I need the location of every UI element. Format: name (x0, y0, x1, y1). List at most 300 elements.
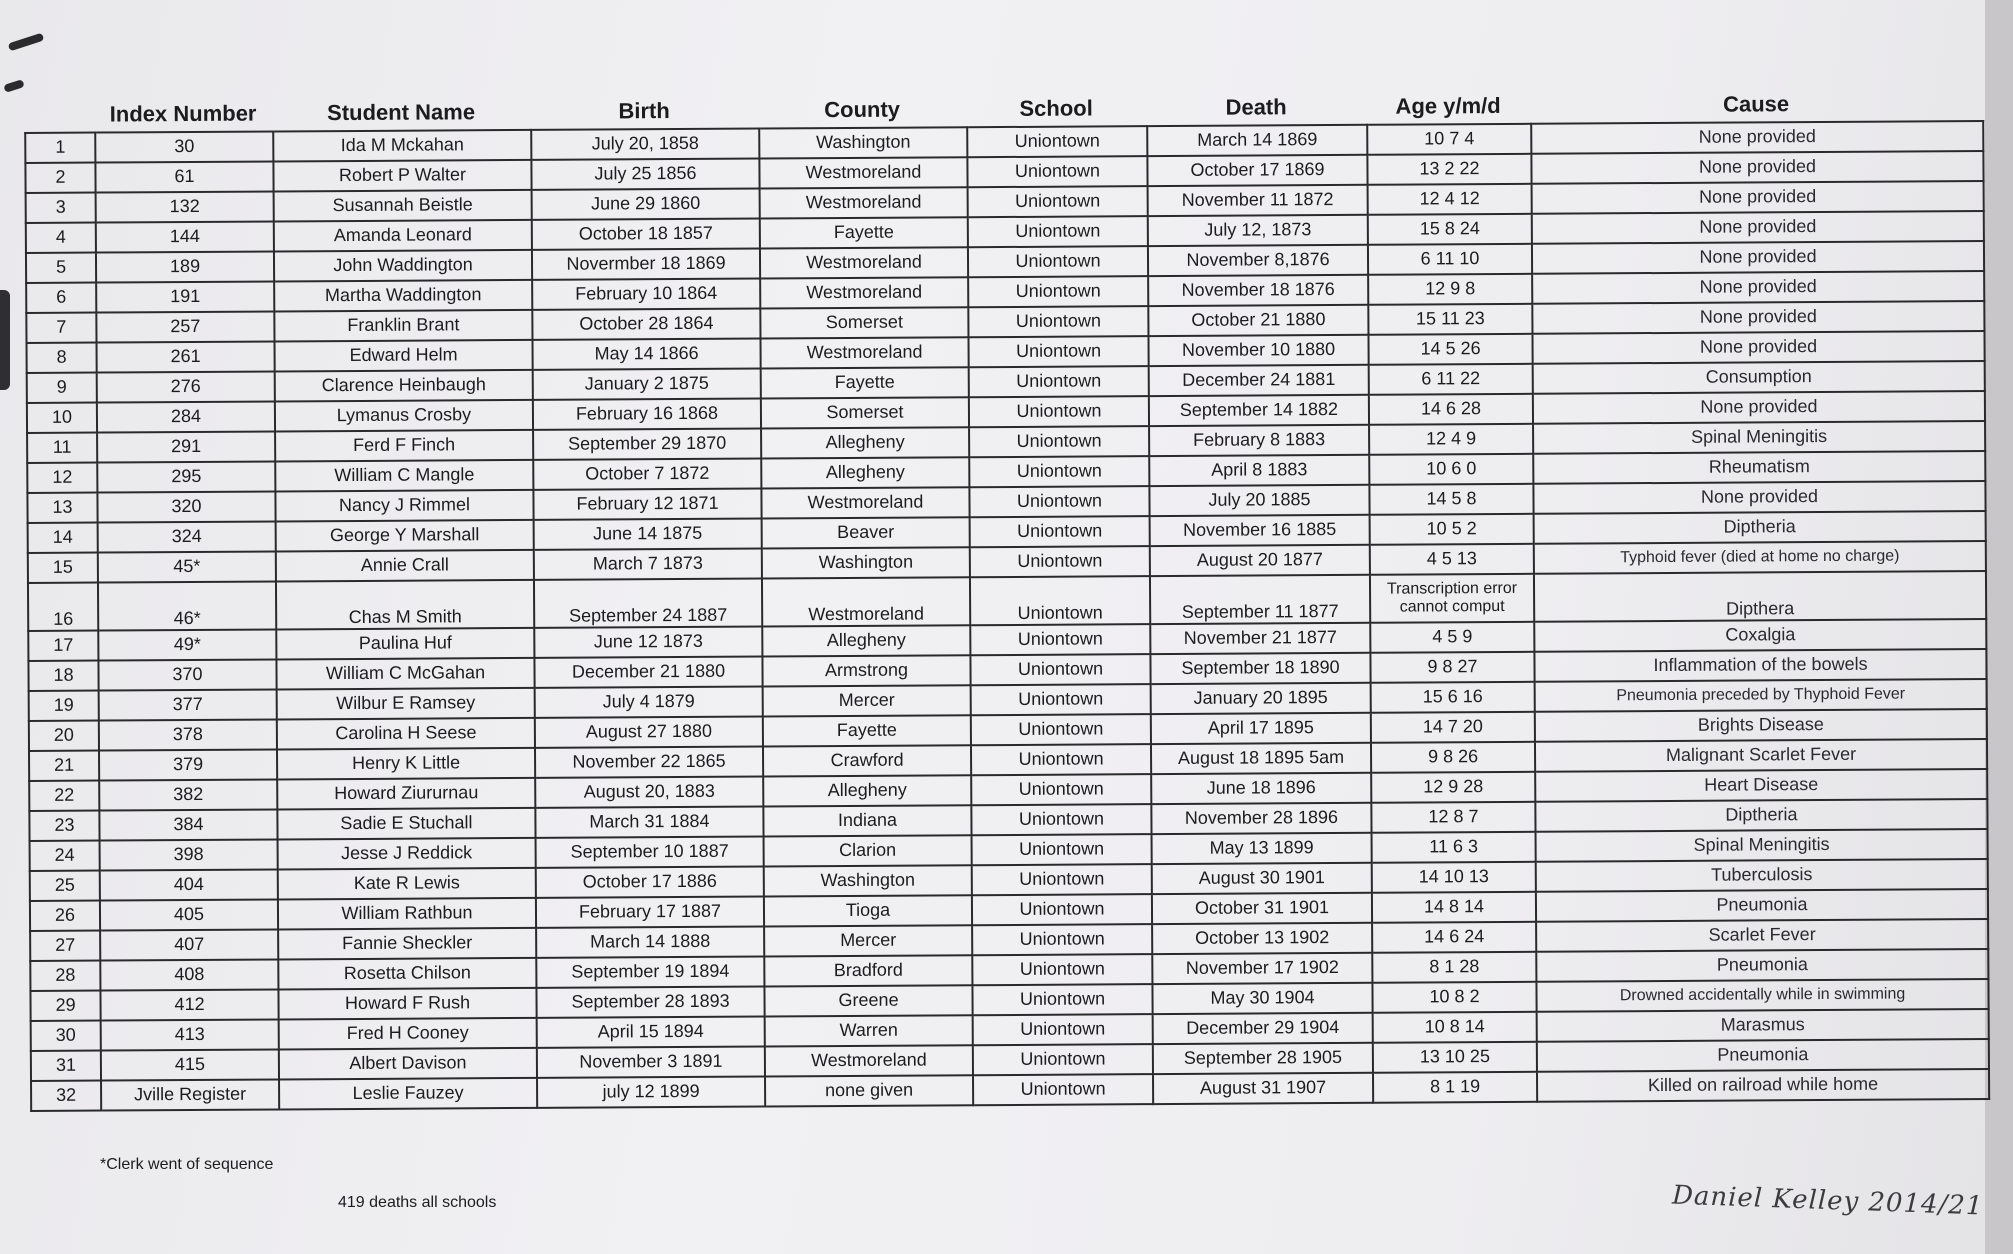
cause-cell: Rheumatism (1533, 451, 1985, 484)
school-cell: Uniontown (969, 486, 1149, 517)
header-row-number (24, 128, 94, 132)
age-cell: Transcription error cannot comput (1370, 574, 1534, 623)
student-name-cell: Amanda Leonard (274, 220, 532, 252)
index-number-cell: 384 (99, 809, 277, 840)
student-name-cell: Wilbur E Ramsey (277, 688, 535, 720)
student-name-cell: Carolina H Seese (277, 718, 535, 750)
cause-cell: Drowned accidentally while in swimming (1536, 979, 1988, 1012)
student-name-cell: William C McGahan (276, 658, 534, 690)
row-number-cell: 8 (27, 343, 97, 373)
birth-cell: November 22 1865 (535, 746, 763, 777)
header-student-name: Student Name (327, 99, 476, 126)
school-cell: Uniontown (968, 216, 1148, 247)
index-number-cell: 320 (97, 491, 275, 522)
student-name-cell: Fannie Sheckler (278, 928, 536, 960)
county-cell: Fayette (761, 367, 969, 398)
index-number-cell: 189 (96, 251, 274, 282)
row-number-cell: 6 (26, 283, 96, 313)
age-cell: 15 6 16 (1371, 682, 1535, 713)
cause-cell: Spinal Meningitis (1536, 829, 1988, 862)
age-cell: 6 11 10 (1368, 244, 1532, 275)
cause-cell: None provided (1531, 151, 1983, 184)
header-birth: Birth (618, 98, 670, 124)
birth-cell: November 3 1891 (537, 1046, 765, 1077)
birth-cell: August 20, 1883 (535, 776, 763, 807)
school-cell: Uniontown (969, 456, 1149, 487)
birth-cell: June 14 1875 (534, 519, 762, 550)
student-name-cell: Ida M Mckahan (273, 130, 531, 162)
birth-cell: June 12 1873 (534, 627, 762, 658)
student-name-cell: Howard F Rush (278, 988, 536, 1020)
school-cell: Uniontown (968, 336, 1148, 367)
index-number-cell: 370 (98, 659, 276, 690)
row-number-cell: 2 (25, 163, 95, 193)
birth-cell: October 17 1886 (536, 866, 764, 897)
county-cell: Westmoreland (760, 277, 968, 308)
header-death: Death (1225, 94, 1287, 120)
index-number-cell: 407 (100, 929, 278, 960)
school-cell: Uniontown (972, 864, 1152, 895)
death-cell: July 20 1885 (1149, 485, 1369, 516)
student-name-cell: Franklin Brant (274, 310, 532, 342)
county-cell: Allegheny (761, 457, 969, 488)
birth-cell: October 28 1864 (532, 309, 760, 340)
student-name-cell: Rosetta Chilson (278, 958, 536, 990)
school-cell: Uniontown (971, 744, 1151, 775)
school-cell: Uniontown (968, 306, 1148, 337)
birth-cell: March 7 1873 (534, 549, 762, 580)
cause-cell: Killed on railroad while home (1537, 1069, 1989, 1102)
index-number-cell: 132 (96, 191, 274, 222)
age-cell: 9 8 26 (1371, 742, 1535, 773)
county-cell: Bradford (764, 955, 972, 986)
row-number-cell: 12 (27, 463, 97, 493)
county-cell: Somerset (761, 397, 969, 428)
death-cell: July 12, 1873 (1148, 215, 1368, 246)
cause-cell: Spinal Meningitis (1533, 421, 1985, 454)
cause-cell: None provided (1532, 211, 1984, 244)
birth-cell: july 12 1899 (537, 1076, 765, 1107)
row-number-cell: 19 (29, 691, 99, 721)
row-number-cell: 31 (31, 1051, 101, 1081)
death-cell: December 24 1881 (1149, 365, 1369, 396)
row-number-cell: 11 (27, 433, 97, 463)
index-number-cell: 276 (97, 371, 275, 402)
school-cell: Uniontown (973, 1014, 1153, 1045)
handwritten-signature: Daniel Kelley 2014/21 (1671, 1180, 1984, 1222)
age-cell: 10 8 2 (1372, 982, 1536, 1013)
row-number-cell: 20 (29, 721, 99, 751)
index-number-cell: 378 (99, 719, 277, 750)
school-cell: Uniontown (972, 834, 1152, 865)
age-cell: 14 7 20 (1371, 712, 1535, 743)
row-number-cell: 4 (26, 223, 96, 253)
index-number-cell: 191 (96, 281, 274, 312)
birth-cell: October 7 1872 (533, 459, 761, 490)
school-cell: Uniontown (968, 246, 1148, 277)
death-cell: November 17 1902 (1152, 953, 1372, 984)
student-name-cell: George Y Marshall (276, 520, 534, 552)
death-cell: November 16 1885 (1150, 515, 1370, 546)
binder-hole-mark (3, 79, 24, 93)
cause-cell: Pneumonia (1536, 889, 1988, 922)
row-number-cell: 14 (28, 523, 98, 553)
row-number-cell: 30 (31, 1021, 101, 1051)
county-cell: Washington (764, 865, 972, 896)
age-cell: 10 6 0 (1369, 454, 1533, 485)
cause-cell: Inflammation of the bowels (1534, 649, 1986, 682)
cause-cell: None provided (1532, 181, 1984, 214)
death-cell: December 29 1904 (1153, 1013, 1373, 1044)
cause-cell: Typhoid fever (died at home no charge) (1534, 541, 1986, 574)
birth-cell: February 12 1871 (533, 489, 761, 520)
school-cell: Uniontown (967, 156, 1147, 187)
index-number-cell: 261 (97, 341, 275, 372)
age-cell: 13 10 25 (1373, 1042, 1537, 1073)
death-cell: September 11 1877 (1150, 575, 1370, 624)
student-name-cell: Chas M Smith (276, 580, 534, 630)
student-name-cell: Albert Davison (279, 1048, 537, 1080)
header-cause: Cause (1722, 91, 1790, 117)
death-cell: November 11 1872 (1148, 185, 1368, 216)
index-number-cell: 291 (97, 431, 275, 462)
county-cell: Fayette (760, 217, 968, 248)
cause-cell: Coxalgia (1534, 619, 1986, 652)
age-cell: 4 5 13 (1370, 544, 1534, 575)
age-cell: 9 8 27 (1370, 652, 1534, 683)
death-cell: June 18 1896 (1151, 773, 1371, 804)
death-records-table (24, 120, 1990, 1112)
county-cell: Mercer (764, 925, 972, 956)
age-cell: 11 6 3 (1372, 832, 1536, 863)
student-name-cell: Howard Ziururnau (277, 778, 535, 810)
age-cell: 14 10 13 (1372, 862, 1536, 893)
student-name-cell: Lymanus Crosby (275, 400, 533, 432)
age-cell: 10 8 14 (1373, 1012, 1537, 1043)
row-number-cell: 9 (27, 373, 97, 403)
student-name-cell: Sadie E Stuchall (277, 808, 535, 840)
age-cell: 14 5 8 (1369, 484, 1533, 515)
county-cell: Westmoreland (762, 577, 970, 626)
student-name-cell: Robert P Walter (273, 160, 531, 192)
school-cell: Uniontown (968, 186, 1148, 217)
cause-cell: Consumption (1533, 361, 1985, 394)
row-number-cell: 18 (28, 661, 98, 691)
birth-cell: February 10 1864 (532, 279, 760, 310)
cause-cell: Heart Disease (1535, 769, 1987, 802)
school-cell: Uniontown (968, 276, 1148, 307)
county-cell: Westmoreland (760, 187, 968, 218)
index-number-cell: 415 (101, 1049, 279, 1080)
death-cell: September 18 1890 (1150, 653, 1370, 684)
death-cell: October 17 1869 (1147, 155, 1367, 186)
records-body (25, 121, 1989, 1111)
school-cell: Uniontown (970, 576, 1150, 625)
county-cell: Fayette (763, 715, 971, 746)
birth-cell: July 25 1856 (531, 159, 759, 190)
cause-cell: None provided (1532, 301, 1984, 334)
school-cell: Uniontown (970, 654, 1150, 685)
county-cell: Westmoreland (759, 157, 967, 188)
school-cell: Uniontown (969, 426, 1149, 457)
row-number-cell: 5 (26, 253, 96, 283)
student-name-cell: Annie Crall (276, 550, 534, 582)
birth-cell: Novermber 18 1869 (532, 249, 760, 280)
cause-cell: Malignant Scarlet Fever (1535, 739, 1987, 772)
page-edge-shadow (0, 290, 10, 390)
cause-cell: Pneumonia (1537, 1039, 1989, 1072)
row-number-cell: 26 (30, 901, 100, 931)
cause-cell: None provided (1533, 391, 1985, 424)
student-name-cell: Paulina Huf (276, 628, 534, 660)
age-cell: 12 9 8 (1368, 274, 1532, 305)
birth-cell: May 14 1866 (532, 339, 760, 370)
row-number-cell: 10 (27, 403, 97, 433)
student-name-cell: Fred H Cooney (279, 1018, 537, 1050)
row-number-cell: 16 (28, 583, 98, 631)
student-name-cell: Clarence Heinbaugh (275, 370, 533, 402)
footnote: *Clerk went of sequence (100, 1156, 274, 1173)
row-number-cell: 17 (28, 631, 98, 661)
row-number-cell: 3 (26, 193, 96, 223)
age-cell: 12 9 28 (1371, 772, 1535, 803)
index-number-cell: 377 (99, 689, 277, 720)
school-cell: Uniontown (970, 624, 1150, 655)
death-cell: November 10 1880 (1148, 335, 1368, 366)
index-number-cell: 379 (99, 749, 277, 780)
index-number-cell: 257 (96, 311, 274, 342)
index-number-cell: 412 (100, 989, 278, 1020)
county-cell: Mercer (763, 685, 971, 716)
age-cell: 8 1 19 (1373, 1072, 1537, 1103)
binder-hole-mark (8, 33, 45, 52)
county-cell: Indiana (763, 805, 971, 836)
header-county: County (824, 96, 901, 123)
student-name-cell: John Waddington (274, 250, 532, 282)
death-cell: November 18 1876 (1148, 275, 1368, 306)
county-cell: Allegheny (762, 625, 970, 656)
index-number-cell: 408 (100, 959, 278, 990)
header-age: Age y/m/d (1395, 92, 1501, 119)
student-name-cell: Kate R Lewis (278, 868, 536, 900)
death-cell: November 28 1896 (1151, 803, 1371, 834)
birth-cell: September 24 1887 (534, 579, 762, 628)
age-cell: 10 5 2 (1370, 514, 1534, 545)
birth-cell: September 29 1870 (533, 429, 761, 460)
age-cell: 15 8 24 (1368, 214, 1532, 245)
birth-cell: March 31 1884 (535, 806, 763, 837)
death-cell: March 14 1869 (1147, 125, 1367, 156)
birth-cell: April 15 1894 (537, 1016, 765, 1047)
student-name-cell: Jesse J Reddick (278, 838, 536, 870)
row-number-cell: 29 (30, 991, 100, 1021)
header-school: School (1019, 95, 1093, 121)
school-cell: Uniontown (972, 984, 1152, 1015)
birth-cell: July 20, 1858 (531, 129, 759, 160)
county-cell: Warren (765, 1015, 973, 1046)
index-number-cell: 30 (95, 131, 273, 162)
death-cell: November 21 1877 (1150, 623, 1370, 654)
row-number-cell: 28 (30, 961, 100, 991)
death-cell: October 31 1901 (1152, 893, 1372, 924)
index-number-cell: 295 (97, 461, 275, 492)
index-number-cell: 405 (100, 899, 278, 930)
school-cell: Uniontown (969, 366, 1149, 397)
birth-cell: September 10 1887 (536, 836, 764, 867)
cause-cell: None provided (1532, 241, 1984, 274)
index-number-cell: 61 (95, 161, 273, 192)
county-cell: Beaver (762, 517, 970, 548)
cause-cell: Diptheria (1535, 799, 1987, 832)
row-number-cell: 32 (31, 1081, 101, 1111)
age-cell: 6 11 22 (1369, 364, 1533, 395)
age-cell: 14 5 26 (1368, 334, 1532, 365)
county-cell: Armstrong (762, 655, 970, 686)
death-cell: January 20 1895 (1151, 683, 1371, 714)
age-cell: 13 2 22 (1367, 154, 1531, 185)
row-number-cell: 23 (29, 811, 99, 841)
row-number-cell: 13 (27, 493, 97, 523)
county-cell: Somerset (760, 307, 968, 338)
death-cell: August 31 1907 (1153, 1073, 1373, 1104)
county-cell: Washington (762, 547, 970, 578)
death-cell: May 30 1904 (1152, 983, 1372, 1014)
county-cell: Westmoreland (765, 1045, 973, 1076)
death-cell: May 13 1899 (1152, 833, 1372, 864)
birth-cell: September 19 1894 (536, 956, 764, 987)
death-cell: October 21 1880 (1148, 305, 1368, 336)
death-cell: April 17 1895 (1151, 713, 1371, 744)
county-cell: none given (765, 1075, 973, 1106)
county-cell: Westmoreland (760, 247, 968, 278)
age-cell: 15 11 23 (1368, 304, 1532, 335)
records-page (24, 84, 1988, 1112)
age-cell: 12 4 9 (1369, 424, 1533, 455)
county-cell: Greene (764, 985, 972, 1016)
school-cell: Uniontown (972, 894, 1152, 925)
student-name-cell: Martha Waddington (274, 280, 532, 312)
index-number-cell: Jville Register (101, 1079, 279, 1110)
school-cell: Uniontown (971, 774, 1151, 805)
row-number-cell: 25 (30, 871, 100, 901)
age-cell: 4 5 9 (1370, 622, 1534, 653)
county-cell: Allegheny (761, 427, 969, 458)
death-cell: November 8,1876 (1148, 245, 1368, 276)
cause-cell: None provided (1532, 271, 1984, 304)
death-cell: September 14 1882 (1149, 395, 1369, 426)
cause-cell: Marasmus (1537, 1009, 1989, 1042)
school-cell: Uniontown (970, 546, 1150, 577)
cause-cell: Dipthera (1534, 571, 1986, 622)
cause-cell: None provided (1533, 481, 1985, 514)
cause-cell: Brights Disease (1535, 709, 1987, 742)
student-name-cell: Ferd F Finch (275, 430, 533, 462)
birth-cell: January 2 1875 (533, 369, 761, 400)
cause-cell: Tuberculosis (1536, 859, 1988, 892)
county-cell: Westmoreland (761, 487, 969, 518)
row-number-cell: 24 (30, 841, 100, 871)
index-number-cell: 49* (98, 629, 276, 660)
student-name-cell: Leslie Fauzey (279, 1078, 537, 1110)
death-cell: April 8 1883 (1149, 455, 1369, 486)
age-cell: 12 4 12 (1368, 184, 1532, 215)
birth-cell: March 14 1888 (536, 926, 764, 957)
cause-cell: Pneumonia (1536, 949, 1988, 982)
student-name-cell: William C Mangle (275, 460, 533, 492)
school-cell: Uniontown (973, 1074, 1153, 1105)
index-number-cell: 413 (101, 1019, 279, 1050)
county-cell: Allegheny (763, 775, 971, 806)
index-number-cell: 382 (99, 779, 277, 810)
row-number-cell: 1 (25, 133, 95, 163)
birth-cell: June 29 1860 (532, 189, 760, 220)
index-number-cell: 324 (98, 521, 276, 552)
row-number-cell: 22 (29, 781, 99, 811)
cause-cell: Pneumonia preceded by Thyphoid Fever (1535, 679, 1987, 712)
cause-cell: None provided (1531, 121, 1983, 154)
school-cell: Uniontown (967, 126, 1147, 157)
death-cell: October 13 1902 (1152, 923, 1372, 954)
row-number-cell: 15 (28, 553, 98, 583)
school-cell: Uniontown (972, 924, 1152, 955)
student-name-cell: Susannah Beistle (274, 190, 532, 222)
birth-cell: August 27 1880 (535, 716, 763, 747)
school-cell: Uniontown (970, 516, 1150, 547)
county-cell: Westmoreland (760, 337, 968, 368)
age-cell: 14 6 24 (1372, 922, 1536, 953)
index-number-cell: 46* (98, 581, 276, 630)
cause-cell: Diptheria (1534, 511, 1986, 544)
school-cell: Uniontown (971, 804, 1151, 835)
cause-cell: Scarlet Fever (1536, 919, 1988, 952)
age-cell: 8 1 28 (1372, 952, 1536, 983)
county-cell: Washington (759, 127, 967, 158)
student-name-cell: Edward Helm (275, 340, 533, 372)
county-cell: Tioga (764, 895, 972, 926)
age-cell: 14 8 14 (1372, 892, 1536, 923)
header-index-number: Index Number (109, 100, 257, 127)
school-cell: Uniontown (971, 684, 1151, 715)
student-name-cell: Nancy J Rimmel (275, 490, 533, 522)
index-number-cell: 45* (98, 551, 276, 582)
birth-cell: December 21 1880 (534, 656, 762, 687)
school-cell: Uniontown (969, 396, 1149, 427)
row-number-cell: 21 (29, 751, 99, 781)
age-cell: 12 8 7 (1371, 802, 1535, 833)
death-cell: February 8 1883 (1149, 425, 1369, 456)
index-number-cell: 144 (96, 221, 274, 252)
death-cell: August 20 1877 (1150, 545, 1370, 576)
index-number-cell: 284 (97, 401, 275, 432)
death-cell: August 18 1895 5am (1151, 743, 1371, 774)
school-cell: Uniontown (972, 954, 1152, 985)
student-name-cell: William Rathbun (278, 898, 536, 930)
county-cell: Clarion (764, 835, 972, 866)
index-number-cell: 404 (100, 869, 278, 900)
birth-cell: July 4 1879 (535, 686, 763, 717)
death-cell: September 28 1905 (1153, 1043, 1373, 1074)
birth-cell: September 28 1893 (536, 986, 764, 1017)
birth-cell: October 18 1857 (532, 219, 760, 250)
row-number-cell: 27 (30, 931, 100, 961)
student-name-cell: Henry K Little (277, 748, 535, 780)
index-number-cell: 398 (100, 839, 278, 870)
age-cell: 10 7 4 (1367, 124, 1531, 155)
birth-cell: February 17 1887 (536, 896, 764, 927)
death-cell: August 30 1901 (1152, 863, 1372, 894)
county-cell: Crawford (763, 745, 971, 776)
birth-cell: February 16 1868 (533, 399, 761, 430)
